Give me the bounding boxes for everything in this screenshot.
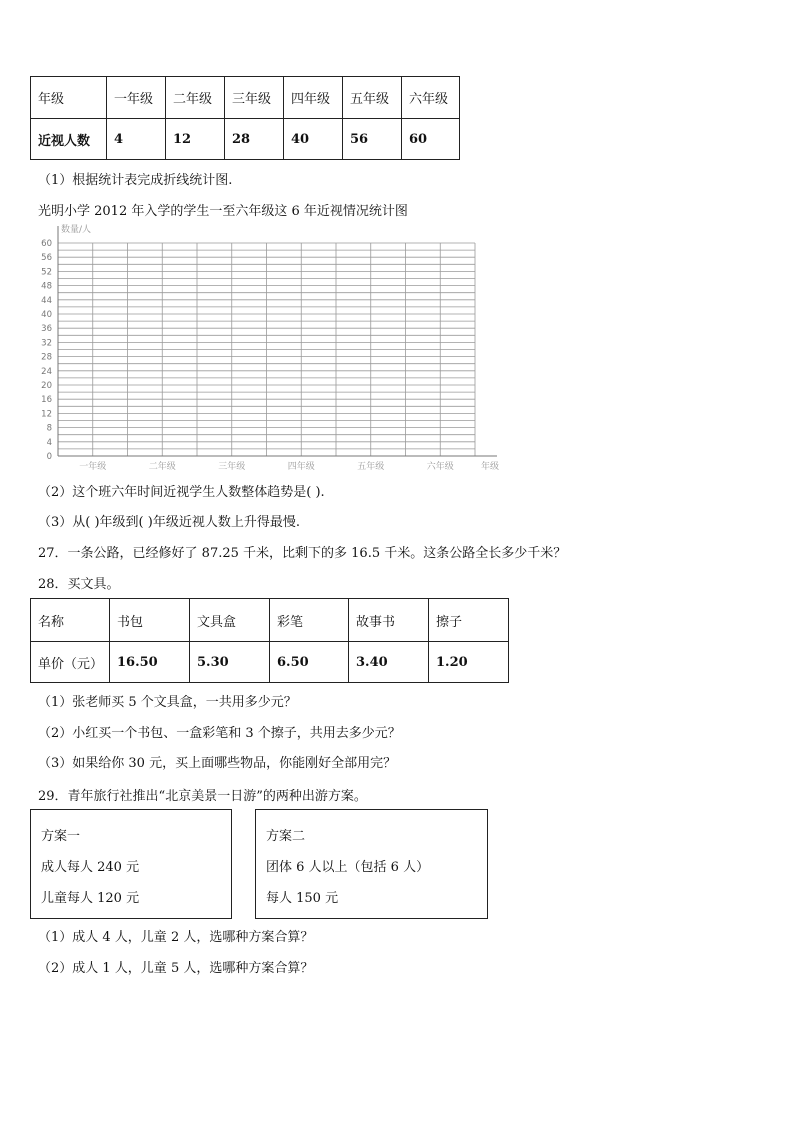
table-header-cell: 六年级	[402, 77, 460, 119]
y-tick-label: 48	[41, 281, 52, 292]
x-tick-label: 二年级	[148, 462, 176, 472]
stationery-price-table	[30, 598, 509, 683]
table-header-cell: 四年级	[284, 77, 343, 119]
table-header-cell: 年级	[31, 77, 107, 119]
y-tick-label: 4	[46, 437, 52, 448]
y-tick-label: 44	[41, 295, 52, 306]
plan-one-box	[30, 809, 232, 919]
table-header-cell: 书包	[110, 599, 190, 642]
table-cell: 28	[225, 119, 284, 160]
question-26-1: （1）根据统计表完成折线统计图.	[38, 173, 233, 188]
question-26-3: （3）从( )年级到( )年级近视人数上升得最慢.	[38, 515, 300, 530]
y-tick-label: 60	[41, 239, 52, 249]
y-tick-label: 16	[41, 395, 52, 406]
table-cell: 16.50	[110, 642, 190, 683]
table-header-cell: 名称	[31, 599, 110, 642]
plan-two-title: 方案二	[266, 829, 306, 844]
table-cell: 12	[166, 119, 225, 160]
table-header-cell: 文具盒	[190, 599, 270, 642]
table-cell: 1.20	[429, 642, 509, 683]
question-28-3: （3）如果给你 30 元，买上面哪些物品，你能刚好全部用完？	[38, 756, 397, 771]
y-tick-label: 52	[41, 267, 52, 278]
y-tick-label: 36	[41, 324, 52, 335]
y-tick-label: 40	[41, 310, 52, 320]
table-cell: 4	[107, 119, 166, 160]
x-tick-label: 一年级	[79, 462, 107, 472]
table-cell: 近视人数	[31, 119, 107, 160]
table-cell: 60	[402, 119, 460, 160]
y-tick-label: 8	[46, 423, 52, 434]
table-header-cell: 一年级	[107, 77, 166, 119]
question-29: 29．青年旅行社推出“北京美景一日游”的两种出游方案。	[38, 789, 367, 804]
x-tick-label: 五年级	[357, 462, 385, 472]
table-cell: 40	[284, 119, 343, 160]
plan-two-price: 每人 150 元	[266, 891, 339, 906]
y-tick-label: 0	[46, 452, 52, 462]
line-chart-grid	[30, 218, 510, 476]
question-26-2: （2）这个班六年时间近视学生人数整体趋势是( ).	[38, 485, 325, 500]
plan-one-child-price: 儿童每人 120 元	[41, 891, 140, 906]
y-tick-label: 20	[41, 381, 52, 391]
table-header-cell: 擦子	[429, 599, 509, 642]
table-cell: 5.30	[190, 642, 270, 683]
table-cell: 单价（元）	[31, 642, 110, 683]
y-axis-label: 数量/人	[61, 225, 92, 235]
table-header-cell: 五年级	[343, 77, 402, 119]
table-header-cell: 三年级	[225, 77, 284, 119]
table-cell: 56	[343, 119, 402, 160]
x-axis-label: 年级	[480, 462, 500, 472]
table-header-cell: 故事书	[349, 599, 429, 642]
question-28: 28．买文具。	[38, 577, 120, 592]
question-29-1: （1）成人 4 人，儿童 2 人，选哪种方案合算？	[38, 930, 314, 945]
plan-two-box	[255, 809, 488, 919]
myopia-table	[30, 76, 460, 160]
table-cell: 6.50	[270, 642, 349, 683]
plan-two-group-condition: 团体 6 人以上（包括 6 人）	[266, 860, 430, 875]
chart-title: 光明小学 2012 年入学的学生一至六年级这 6 年近视情况统计图	[38, 204, 408, 219]
y-tick-label: 28	[41, 352, 52, 363]
x-tick-label: 六年级	[426, 462, 454, 472]
question-28-2: （2）小红买一个书包、一盒彩笔和 3 个擦子，共用去多少元？	[38, 726, 401, 741]
plan-one-adult-price: 成人每人 240 元	[41, 860, 140, 875]
question-27: 27．一条公路，已经修好了 87.25 千米，比剩下的多 16.5 千米。这条公路全长多少千米？	[38, 546, 567, 561]
plan-one-title: 方案一	[41, 829, 81, 844]
y-tick-label: 24	[41, 366, 52, 377]
question-29-2: （2）成人 1 人，儿童 5 人，选哪种方案合算？	[38, 961, 314, 976]
table-header-cell: 彩笔	[270, 599, 349, 642]
x-tick-label: 四年级	[287, 462, 315, 472]
question-28-1: （1）张老师买 5 个文具盒，一共用多少元？	[38, 695, 297, 710]
x-tick-label: 三年级	[218, 462, 246, 472]
table-cell: 3.40	[349, 642, 429, 683]
y-tick-label: 56	[41, 253, 52, 264]
y-tick-label: 32	[41, 338, 52, 349]
y-tick-label: 12	[41, 409, 52, 420]
table-header-cell: 二年级	[166, 77, 225, 119]
